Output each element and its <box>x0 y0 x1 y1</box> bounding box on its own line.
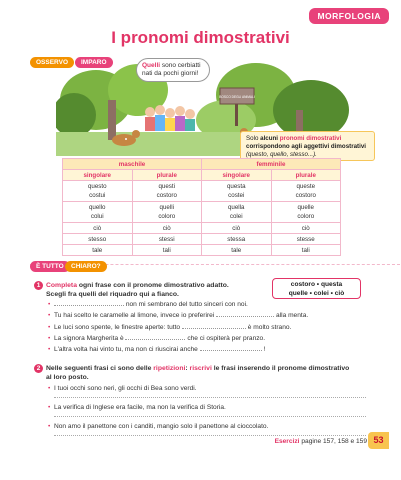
page-title: I pronomi dimostrativi <box>111 28 290 47</box>
sentence-end: ! <box>263 346 266 354</box>
table-cell: quelli coloro <box>132 202 202 223</box>
check-tag-a: È TUTTO <box>30 261 70 272</box>
table-cell: tali <box>271 245 341 256</box>
exercise-2-number: 2 <box>34 364 43 373</box>
table-cell: stesso <box>63 234 133 245</box>
table-cell: tale <box>202 245 272 256</box>
sentence-start: La signora Margherita è <box>54 334 124 342</box>
info-text-1: Solo <box>246 135 259 142</box>
pronoun-table <box>62 158 341 256</box>
speech-highlight: Quelli <box>142 62 161 69</box>
page-number: 53 <box>368 432 389 449</box>
exercise-2-verb: riscrivi <box>189 365 212 372</box>
exercises-pages: pagine 157, 158 e 159 <box>301 438 367 445</box>
table-cell: ciò <box>63 223 133 234</box>
exercise-2-text-3: al loro posto. <box>46 374 89 381</box>
section-tag: MORFOLOGIA <box>309 8 389 24</box>
list-item <box>48 333 308 344</box>
table-cell: quelle coloro <box>271 202 341 223</box>
exercises-reference <box>275 438 367 445</box>
exercise-2-text-2: le frasi inserendo il pronome dimostrativo <box>213 365 350 372</box>
info-text-3: pronomi dimostrativi <box>279 135 342 142</box>
list-item: • Non amo il panettone con i canditi, mangio solo il panettone al cioccolato. <box>48 422 268 431</box>
exercise-1-number: 1 <box>34 281 43 290</box>
exercise-1-verb: Completa <box>46 282 77 289</box>
sentence-end: è molto strano. <box>247 323 292 331</box>
sentence-start: L'altra volta hai vinto tu, ma non ci riuscirai anche <box>54 346 198 354</box>
table-cell: quello colui <box>63 202 133 223</box>
exercise-2-keyword: ripetizioni <box>153 365 186 372</box>
answer-line[interactable] <box>54 435 366 436</box>
info-text-5: (questo, quello, stesso...). <box>246 151 317 158</box>
exercise-1-list <box>48 299 308 355</box>
list-item: • I tuoi occhi sono neri, gli occhi di Bea sono verdi. <box>48 384 197 393</box>
list-item <box>48 310 308 321</box>
exercise-2-instructions: Nelle seguenti frasi ci sono delle ripetizioni: riscrivi le frasi inserendo il pronome dimostrativo al loro posto. <box>46 365 350 381</box>
sentence-start: Le luci sono spente, le finestre aperte: tutto <box>54 323 181 331</box>
exercise-2-text-1: Nelle seguenti frasi ci sono delle <box>46 365 152 372</box>
exercise-1-text-1: ogni frase con il pronome dimostrativo adatto. <box>78 282 229 289</box>
exercise-2-item-3 <box>48 422 268 431</box>
table-subheader: plurale <box>132 170 202 181</box>
observe-tag: OSSERVO <box>30 57 74 68</box>
word-box-line-2: quelle • colei • ciò <box>288 290 345 297</box>
info-text-2: alcuni <box>260 135 279 142</box>
word-choice-box <box>272 278 361 299</box>
sentence-start: Tu hai scelto le caramelle al limone, invece io preferirei <box>54 312 215 320</box>
table-cell: tale <box>63 245 133 256</box>
sentence-end: che ci ospiterà per pranzo. <box>187 334 266 342</box>
answer-blank[interactable] <box>182 322 246 329</box>
table-cell: tali <box>132 245 202 256</box>
forest-sign-text: BOSCO DEGLI ANIMALI <box>219 95 255 99</box>
table-cell: questo costui <box>63 181 133 202</box>
answer-line[interactable] <box>54 397 366 398</box>
table-group-feminine: femminile <box>202 159 341 170</box>
answer-line[interactable] <box>54 416 366 417</box>
speech-text: sono cerbiatti nati da pochi giorni! <box>142 62 201 77</box>
table-cell: ciò <box>202 223 272 234</box>
answer-blank[interactable] <box>216 310 274 317</box>
list-item <box>48 299 308 310</box>
exercises-label: Esercizi <box>274 438 300 445</box>
table-subheader: singolare <box>63 170 133 181</box>
table-cell: quella colei <box>202 202 272 223</box>
table-cell: stessa <box>202 234 272 245</box>
table-row <box>63 202 341 223</box>
learn-tag: IMPARO <box>75 57 113 68</box>
exercise-1-text-2: Scegli fra quelli del riquadro qui a fianco. <box>46 291 179 298</box>
table-cell: stessi <box>132 234 202 245</box>
table-subheader: singolare <box>202 170 272 181</box>
table-subheader: plurale <box>271 170 341 181</box>
speech-bubble <box>136 58 210 82</box>
table-group-masculine: maschile <box>63 159 202 170</box>
info-box <box>240 131 375 161</box>
table-cell: questa costei <box>202 181 272 202</box>
answer-blank[interactable] <box>125 333 185 340</box>
list-item <box>48 322 308 333</box>
list-item <box>48 344 308 355</box>
table-row <box>63 234 341 245</box>
table-cell: stesse <box>271 234 341 245</box>
exercise-2-item-1 <box>48 384 197 393</box>
table-cell: questi costoro <box>132 181 202 202</box>
table-row <box>63 223 341 234</box>
exercise-2-item-2 <box>48 403 226 412</box>
table-cell: ciò <box>271 223 341 234</box>
table-cell: ciò <box>132 223 202 234</box>
table-row <box>63 245 341 256</box>
table-row <box>63 181 341 202</box>
info-text-4: corrispondono agli aggettivi dimostrativi <box>246 143 366 150</box>
answer-blank[interactable] <box>54 299 124 306</box>
sentence-end: non mi sembrano del tutto sinceri con noi. <box>125 301 248 308</box>
table-cell: queste costoro <box>271 181 341 202</box>
exercise-1-instructions <box>46 281 266 299</box>
check-tag-b: CHIARO? <box>65 261 107 272</box>
sentence-end: alla menta. <box>275 312 309 320</box>
answer-blank[interactable] <box>200 344 262 351</box>
list-item: • La verifica di Inglese era facile, ma non la verifica di Storia. <box>48 403 226 412</box>
word-box-line-1: costoro • questa <box>290 281 343 288</box>
